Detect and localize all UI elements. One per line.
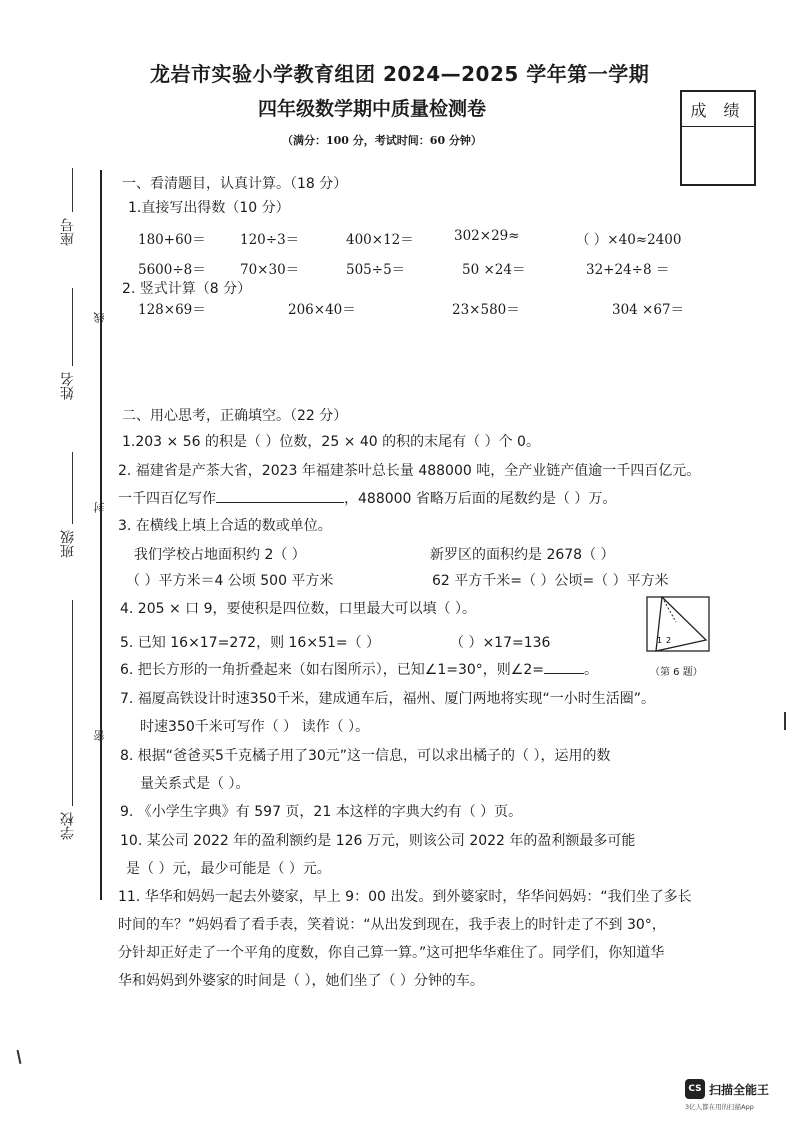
calc-item: 32+24÷8 ＝ [586, 262, 670, 278]
angle-2-label: 2 [666, 636, 672, 645]
question-11-line1: 11. 华华和妈妈一起去外婆家，早上 9：00 出发。到外婆家时，华华问妈妈：“我们坐了多长 [118, 889, 692, 905]
calc-item: 400×12＝ [346, 232, 414, 248]
camscanner-logo-icon: CS [685, 1079, 705, 1099]
binding-mark-line: 线 [93, 312, 106, 323]
question-1: 1.203 × 56 的积是（ ）位数，25 × 40 的积的末尾有（ ）个 0。 [122, 434, 540, 450]
vertical-calc-item: 304 ×67＝ [612, 302, 685, 318]
binding-line [100, 170, 102, 900]
question-8-line1: 8. 根据“爸爸买5千克橘子用了30元”这一信息，可以求出橘子的（ ），运用的数 [120, 748, 611, 764]
calc-item: 5600÷8＝ [138, 262, 206, 278]
question-8-line2: 量关系式是（ ）。 [140, 776, 250, 792]
question-11-line3: 分针却正好走了一个平角的度数，你自己算一算。”这可把华华难住了。同学们，你知道华 [118, 945, 665, 961]
scanner-watermark [685, 1079, 769, 1099]
question-2-line2 [118, 488, 616, 508]
calc-item: 505÷5＝ [346, 262, 406, 278]
binding-mark-secret: 密 [93, 730, 106, 741]
score-box [680, 90, 756, 186]
question-10-line1: 10. 某公司 2022 年的盈利额约是 126 万元，则该公司 2022 年的盈利额最多可能 [120, 833, 636, 849]
calc-item: 120÷3＝ [240, 232, 300, 248]
scan-mark [17, 1050, 21, 1064]
vertical-calc-item: 23×580＝ [452, 302, 520, 318]
calc-item: （ ）×40≈2400 [576, 232, 682, 248]
vertical-calc-item: 128×69＝ [138, 302, 206, 318]
section1-heading: 一、看清题目，认真计算。（18 分） [122, 176, 348, 192]
part1-heading: 1.直接写出得数（10 分） [128, 200, 290, 216]
question-5b: （ ）×17=136 [450, 635, 551, 651]
seat-label: 座号 [60, 218, 76, 246]
question-7-line2: 时速350千米可写作（ ） 读作（ ）。 [140, 719, 370, 735]
watermark-tagline: 3亿人都在用的扫描App [685, 1103, 754, 1111]
section2-heading: 二、用心思考，正确填空。（22 分） [122, 408, 348, 424]
question-7-line1: 7. 福厦高铁设计时速350千米，建成通车后，福州、厦门两地将实现“一小时生活圈”。 [120, 691, 656, 707]
calc-item: 70×30＝ [240, 262, 300, 278]
school-label: 学校 [60, 812, 76, 840]
calc-item: 50 ×24＝ [462, 262, 526, 278]
score-label: 成 绩 [682, 92, 754, 127]
angle-1-label: 1 [657, 636, 663, 645]
figure-caption: （第 6 题） [650, 667, 703, 678]
question-3a: 我们学校占地面积约 2（ ） [134, 547, 306, 563]
seat-blank [72, 168, 73, 212]
watermark-name: 扫描全能王 [709, 1082, 770, 1097]
vertical-calc-item: 206×40＝ [288, 302, 356, 318]
question-5a: 5. 已知 16×17=272，则 16×51=（ ） [120, 635, 381, 651]
question-3: 3. 在横线上填上合适的数或单位。 [118, 518, 332, 534]
exam-note: （满分：100 分，考试时间：60 分钟） [282, 134, 482, 147]
calc-item: 180+60＝ [138, 232, 206, 248]
q2-suffix: ，488000 省略万后面的尾数约是（ ）万。 [344, 491, 617, 507]
school-blank [72, 600, 73, 806]
q2-prefix: 一千四百亿写作 [118, 491, 216, 507]
name-blank [72, 288, 73, 366]
answer-blank[interactable] [544, 659, 584, 674]
question-3b: 新罗区的面积约是 2678（ ） [430, 547, 615, 563]
calc-item: 302×29≈ [454, 228, 520, 244]
fold-figure [646, 596, 712, 654]
question-11-line2: 时间的车？”妈妈看了看手表，笑着说：“从出发到现在，我手表上的时针走了不到 30°， [118, 917, 666, 933]
answer-blank[interactable] [216, 488, 344, 503]
question-2-line1: 2. 福建省是产茶大省，2023 年福建茶叶总长量 488000 吨，全产业链产值逾一千四百亿元。 [118, 463, 701, 479]
question-6: 6. 把长方形的一角折叠起来（如右图所示），已知∠1=30°，则∠2= 。 [120, 659, 598, 679]
binding-mark-seal: 封 [93, 502, 106, 513]
question-3d: 62 平方千米=（ ）公顷=（ ）平方米 [432, 573, 669, 589]
name-label: 姓名 [60, 372, 76, 400]
exam-title: 龙岩市实验小学教育组团 2024—2025 学年第一学期 [150, 62, 650, 86]
question-4: 4. 205 × 口 9，要使积是四位数，口里最大可以填（ ）。 [120, 601, 476, 617]
class-label: 班级 [60, 530, 76, 558]
question-9: 9. 《小学生字典》有 597 页，21 本这样的字典大约有（ ）页。 [120, 804, 523, 820]
exam-subtitle: 四年级数学期中质量检测卷 [258, 98, 487, 120]
question-3c: （ ）平方米＝4 公顷 500 平方米 [126, 573, 334, 589]
question-10-line2: 是（ ）元，最少可能是（ ）元。 [126, 861, 331, 877]
q6-text: 6. 把长方形的一角折叠起来（如右图所示），已知∠1=30°，则∠2= [120, 662, 544, 678]
scan-mark [784, 712, 786, 730]
class-blank [72, 452, 73, 524]
part2-heading: 2. 竖式计算（8 分） [122, 281, 252, 297]
question-11-line4: 华和妈妈到外婆家的时间是（ ），她们坐了（ ）分钟的车。 [118, 973, 484, 989]
